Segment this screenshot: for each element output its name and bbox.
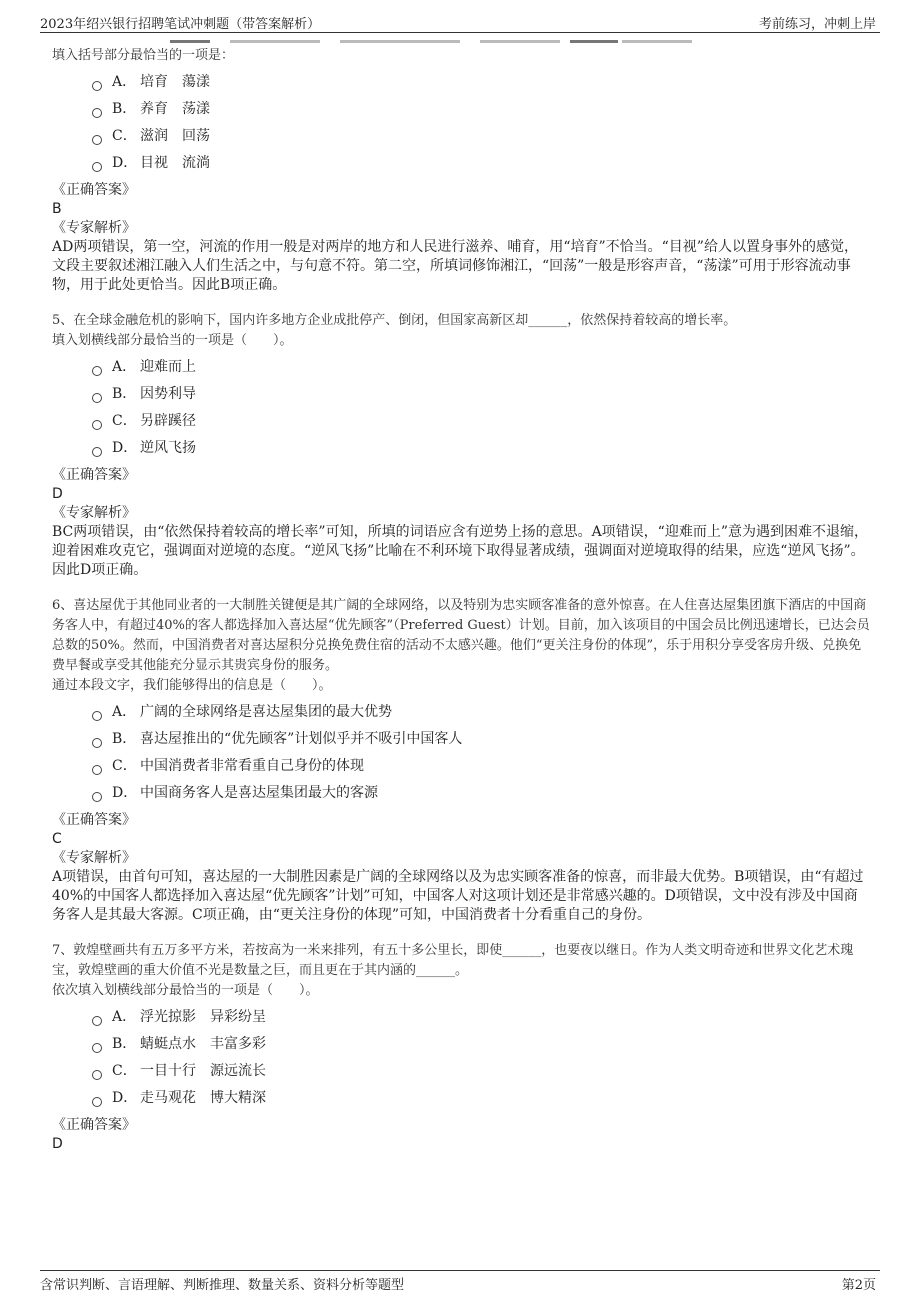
- option-text: 逆风飞扬: [140, 440, 196, 456]
- option-a[interactable]: [92, 1007, 870, 1034]
- option-letter: C．: [112, 128, 137, 144]
- cut-off-previous-line: [160, 38, 700, 46]
- option-text: 中国消费者非常看重自己身份的体现: [140, 758, 364, 774]
- option-b[interactable]: [92, 384, 870, 411]
- question-5-stem: 填入划横线部分最恰当的一项是（ ）。: [52, 333, 293, 348]
- radio-icon[interactable]: [92, 1070, 102, 1080]
- header-slogan: 考前练习，冲刺上岸: [758, 17, 876, 32]
- radio-icon[interactable]: [92, 366, 102, 376]
- option-b[interactable]: [92, 729, 870, 756]
- option-a[interactable]: [92, 72, 870, 99]
- option-letter: B．: [112, 101, 137, 117]
- explanation-text: AD两项错误，第一空，河流的作用一般是对两岸的地方和人民进行滋养、哺育，用“培育”不恰当。“目视”给人以置身事外的感觉，文段主要叙述湘江融入人们生活之中，与句意不符。第二空，所填词修饰湘江，“回荡”一般是形容声音，“荡漾”可用于形容流动事物，用于此处更恰当。因此B项正确。: [52, 239, 858, 293]
- option-b[interactable]: [92, 99, 870, 126]
- option-letter: C．: [112, 413, 137, 429]
- radio-icon[interactable]: [92, 81, 102, 91]
- radio-icon[interactable]: [92, 792, 102, 802]
- question-7-stem: 依次填入划横线部分最恰当的一项是（ ）。: [52, 983, 319, 998]
- option-letter: B．: [112, 386, 137, 402]
- option-text: 走马观花 博大精深: [140, 1090, 266, 1106]
- explanation-label: 《专家解析》: [52, 505, 136, 521]
- question-6-stem: 通过本段文字，我们能够得出的信息是（ ）。: [52, 678, 332, 693]
- option-a[interactable]: [92, 702, 870, 729]
- option-letter: C．: [112, 758, 137, 774]
- option-letter: C．: [112, 1063, 137, 1079]
- option-text: 浮光掠影 异彩纷呈: [140, 1009, 266, 1025]
- option-text: 迎难而上: [140, 359, 196, 375]
- answer-value: B: [52, 201, 62, 217]
- question-4: [52, 46, 870, 295]
- question-6: [52, 596, 870, 925]
- option-text: 因势利导: [140, 386, 196, 402]
- option-letter: D．: [112, 155, 138, 171]
- answer-label: 《正确答案》: [52, 467, 136, 483]
- answer-label: 《正确答案》: [52, 182, 136, 198]
- question-6-text: 6、喜达屋优于其他同业者的一大制胜关键便是其广阔的全球网络，以及特别为忠实顾客准备的意外惊喜。在人住喜达屋集团旗下酒店的中国商务客人中，有超过40%的客人都选择加入喜达屋“优先顾客”（Preferred Guest）计划。目前，加入该项目的中国会员比例迅速增长，已达会员总数的50%。然而，中国消费者对喜达屋积分兑换免费住宿的活动不太感兴趣。他们“更关注身份的体现”，乐于用积分享受客房升级、兑换免费早餐或享受其他能充分显示其贵宾身份的服务。: [52, 598, 870, 673]
- explanation-text: BC两项错误，由“依然保持着较高的增长率”可知，所填的词语应含有逆势上扬的意思。A项错误，“迎难而上”意为遇到困难不退缩，迎着困难攻克它，强调面对逆境的态度。“逆风飞扬”比喻在不利环境下取得显著成绩，强调面对逆境取得的结果，应选“逆风飞扬”。因此D项正确。: [52, 524, 868, 578]
- explanation-label: 《专家解析》: [52, 220, 136, 236]
- option-letter: A．: [112, 704, 137, 720]
- radio-icon[interactable]: [92, 447, 102, 457]
- option-c[interactable]: [92, 756, 870, 783]
- radio-icon[interactable]: [92, 420, 102, 430]
- option-d[interactable]: [92, 153, 870, 180]
- explanation-label: 《专家解析》: [52, 850, 136, 866]
- radio-icon[interactable]: [92, 1016, 102, 1026]
- radio-icon[interactable]: [92, 711, 102, 721]
- radio-icon[interactable]: [92, 162, 102, 172]
- option-letter: B．: [112, 1036, 137, 1052]
- option-text: 一目十行 源远流长: [140, 1063, 266, 1079]
- question-7: [52, 941, 870, 1153]
- option-letter: A．: [112, 359, 137, 375]
- option-text: 蜻蜓点水 丰富多彩: [140, 1036, 266, 1052]
- answer-label: 《正确答案》: [52, 1117, 136, 1133]
- radio-icon[interactable]: [92, 1043, 102, 1053]
- option-d[interactable]: [92, 438, 870, 465]
- option-c[interactable]: [92, 1061, 870, 1088]
- question-4-options: [92, 72, 870, 180]
- option-text: 养育 荡漾: [140, 101, 210, 117]
- question-5: [52, 311, 870, 580]
- radio-icon[interactable]: [92, 108, 102, 118]
- question-content: [52, 46, 870, 1153]
- option-text: 目视 流淌: [140, 155, 210, 171]
- option-c[interactable]: [92, 411, 870, 438]
- answer-value: D: [52, 1136, 63, 1152]
- question-5-options: [92, 357, 870, 465]
- question-7-options: [92, 1007, 870, 1115]
- option-d[interactable]: [92, 783, 870, 810]
- page-header: [40, 10, 880, 33]
- option-b[interactable]: [92, 1034, 870, 1061]
- option-text: 中国商务客人是喜达屋集团最大的客源: [140, 785, 378, 801]
- answer-label: 《正确答案》: [52, 812, 136, 828]
- question-5-text: 5、在全球金融危机的影响下，国内许多地方企业成批停产、倒闭，但国家高新区却______，依然保持着较高的增长率。: [52, 313, 737, 328]
- radio-icon[interactable]: [92, 765, 102, 775]
- option-text: 培育 蕩漾: [140, 74, 210, 90]
- answer-value: C: [52, 831, 62, 847]
- radio-icon[interactable]: [92, 738, 102, 748]
- explanation-text: A项错误，由首句可知，喜达屋的一大制胜因素是广阔的全球网络以及为忠实顾客准备的惊喜，而非最大优势。B项错误，由“有超过40%的中国客人都选择加入喜达屋“优先顾客”计划”可知，中国客人对这项计划还是非常感兴趣的。D项错误，文中没有涉及中国商务客人是其最大客源。C项正确，由“更关注身份的体现”可知，中国消费者十分看重自己的身份。: [52, 869, 864, 923]
- option-letter: D．: [112, 1090, 138, 1106]
- option-text: 滋润 回荡: [140, 128, 210, 144]
- option-letter: D．: [112, 440, 138, 456]
- option-letter: A．: [112, 1009, 137, 1025]
- radio-icon[interactable]: [92, 135, 102, 145]
- option-text: 广阔的全球网络是喜达屋集团的最大优势: [140, 704, 392, 720]
- footer-categories: 含常识判断、言语理解、判断推理、数量关系、资料分析等题型: [40, 1278, 405, 1293]
- answer-value: D: [52, 486, 63, 502]
- page-footer: [40, 1270, 880, 1293]
- question-6-options: [92, 702, 870, 810]
- option-text: 喜达屋推出的“优先顾客”计划似乎并不吸引中国客人: [140, 731, 463, 747]
- option-letter: A．: [112, 74, 137, 90]
- option-text: 另辟蹊径: [140, 413, 196, 429]
- option-a[interactable]: [92, 357, 870, 384]
- option-letter: B．: [112, 731, 137, 747]
- radio-icon[interactable]: [92, 1097, 102, 1107]
- option-c[interactable]: [92, 126, 870, 153]
- question-4-stem: 填入括号部分最恰当的一项是：: [52, 48, 235, 63]
- question-7-text: 7、敦煌壁画共有五万多平方米，若按高为一米来排列，有五十多公里长，即使______，也要夜以继日。作为人类文明奇迹和世界文化艺术瑰宝，敦煌壁画的重大价值不光是数量之巨，而且更在于其内涵的______。: [52, 943, 854, 978]
- option-d[interactable]: [92, 1088, 870, 1115]
- page-number: 第2页: [841, 1278, 876, 1293]
- document-title: 2023年绍兴银行招聘笔试冲刺题（带答案解析）: [40, 17, 321, 32]
- radio-icon[interactable]: [92, 393, 102, 403]
- option-letter: D．: [112, 785, 138, 801]
